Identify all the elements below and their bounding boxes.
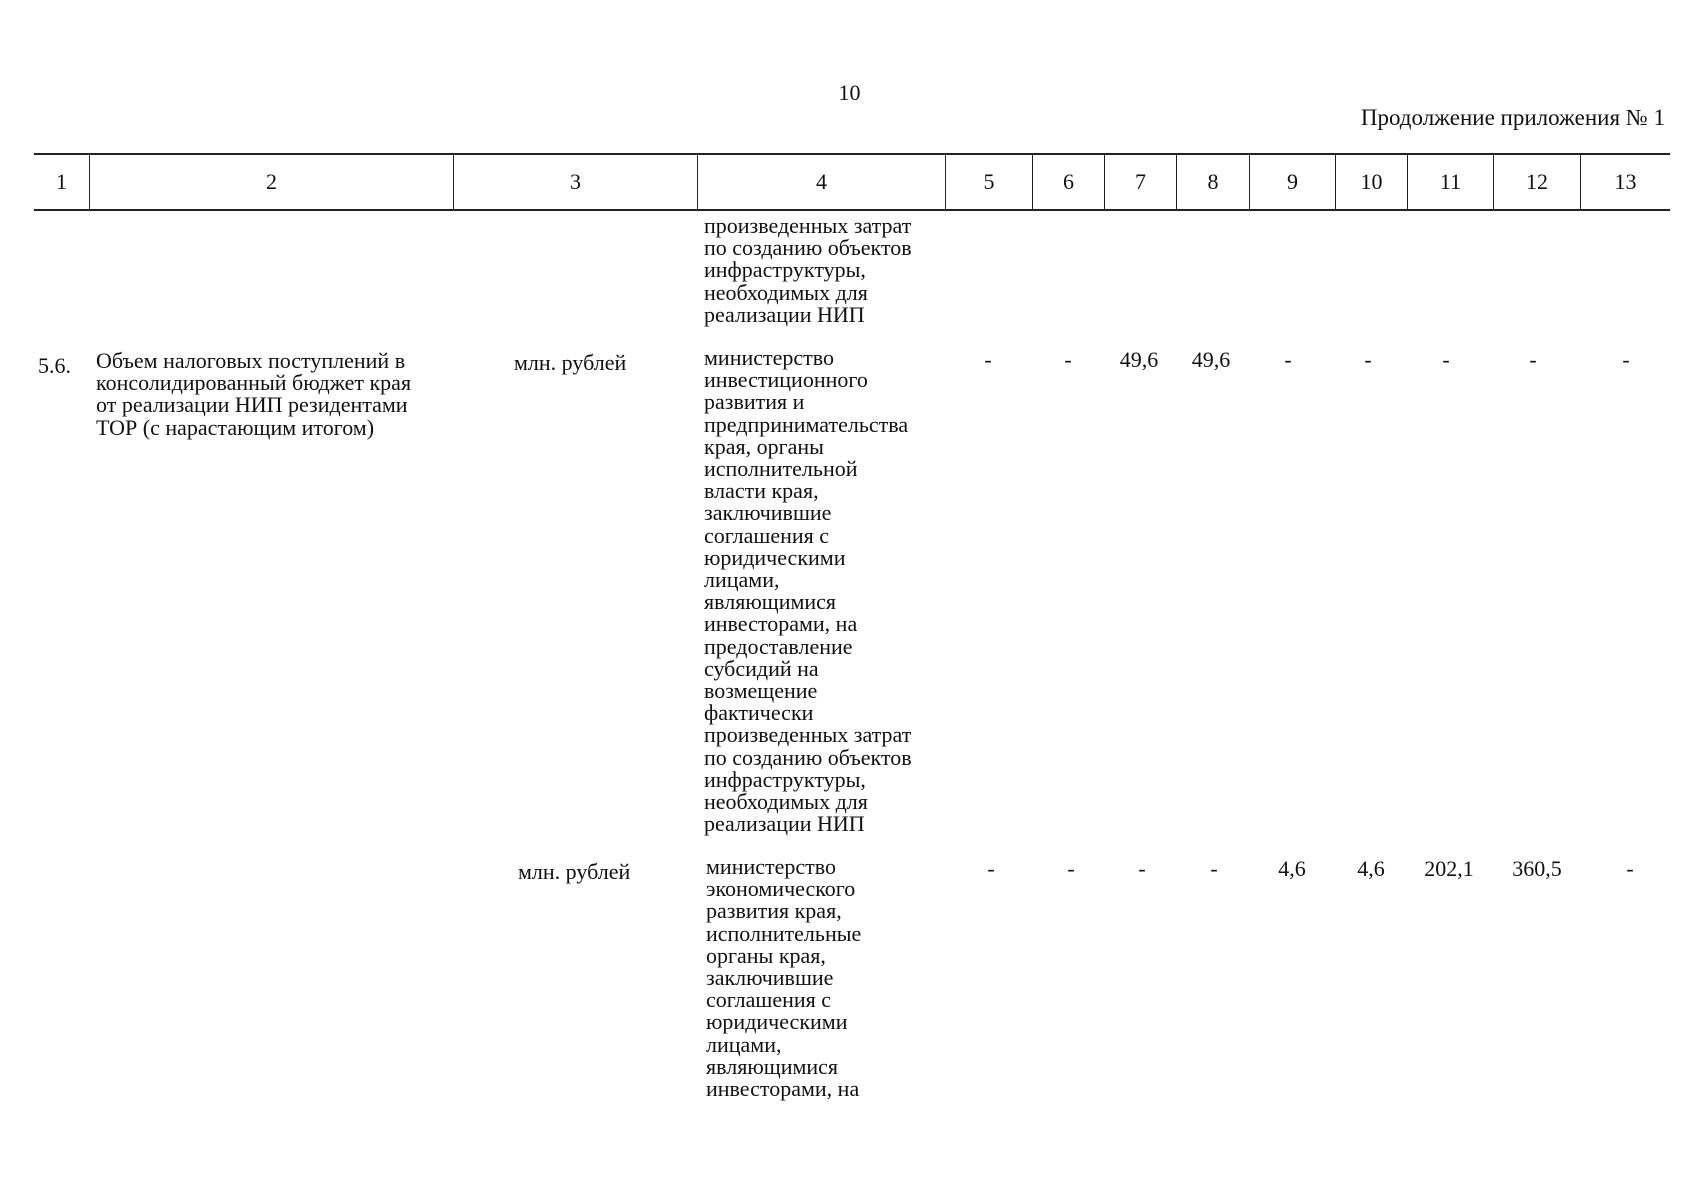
column-header-1: 1	[56, 169, 67, 194]
value-col-11: 202,1	[1424, 856, 1474, 881]
responsible-cell: министерство инвестиционного развития и предпринимательства края, органы исполнительной власти края, заключившие соглашения с юридическими лицами, являющимися инвесторами, на предоставление субсидий на возмещение фактически произведенных затрат по созданию объектов инфраструктуры, необходимых для реализации НИП	[704, 345, 912, 837]
indicator-cell: Объем налоговых поступлений в консолидированный бюджет края от реализации НИП резидентами ТОР (с нарастающим итогом)	[96, 348, 412, 440]
value-col-9: -	[1284, 347, 1292, 372]
value-col-6: -	[1064, 347, 1072, 372]
column-header-3: 3	[453, 155, 697, 209]
table-header	[34, 153, 1670, 211]
value-col-8: 49,6	[1191, 347, 1231, 372]
responsible-cell: произведенных затрат по созданию объектов инфраструктуры, необходимых для реализации НИП	[704, 213, 912, 327]
column-header-12: 12	[1493, 155, 1580, 209]
column-header-10: 10	[1335, 155, 1407, 209]
continuation-title: Продолжение приложения № 1	[1360, 105, 1665, 130]
value-col-10: 4,6	[1357, 856, 1385, 881]
column-header-9: 9	[1249, 155, 1335, 209]
value-col-6: -	[1067, 856, 1075, 881]
value-col-8: -	[1210, 856, 1218, 881]
column-header-13: 13	[1580, 155, 1670, 209]
column-header-2: 2	[89, 155, 453, 209]
page-number: 10	[838, 80, 861, 105]
value-col-13: -	[1622, 347, 1630, 372]
value-col-12: 360,5	[1512, 856, 1562, 881]
column-header-7: 7	[1104, 155, 1176, 209]
value-col-5: -	[987, 856, 995, 881]
value-col-9: 4,6	[1278, 856, 1306, 881]
column-header-5: 5	[945, 155, 1032, 209]
value-col-10: -	[1364, 347, 1372, 372]
responsible-cell: министерство экономического развития края, исполнительные органы края, заключившие соглашения с юридическими лицами, являющимися инвесторами, на	[706, 854, 862, 1102]
unit-cell: млн. рублей	[514, 350, 627, 375]
value-col-12: -	[1529, 347, 1537, 372]
column-header-11: 11	[1407, 155, 1493, 209]
unit-cell: млн. рублей	[518, 859, 631, 884]
value-col-13: -	[1626, 856, 1634, 881]
value-col-5: -	[984, 347, 992, 372]
column-header-8: 8	[1176, 155, 1249, 209]
value-col-11: -	[1442, 347, 1450, 372]
value-col-7: -	[1138, 856, 1146, 881]
row-number-cell: 5.6.	[38, 353, 71, 378]
value-col-7: 49,6	[1119, 347, 1159, 372]
column-header-4: 4	[697, 155, 945, 209]
column-header-6: 6	[1032, 155, 1104, 209]
